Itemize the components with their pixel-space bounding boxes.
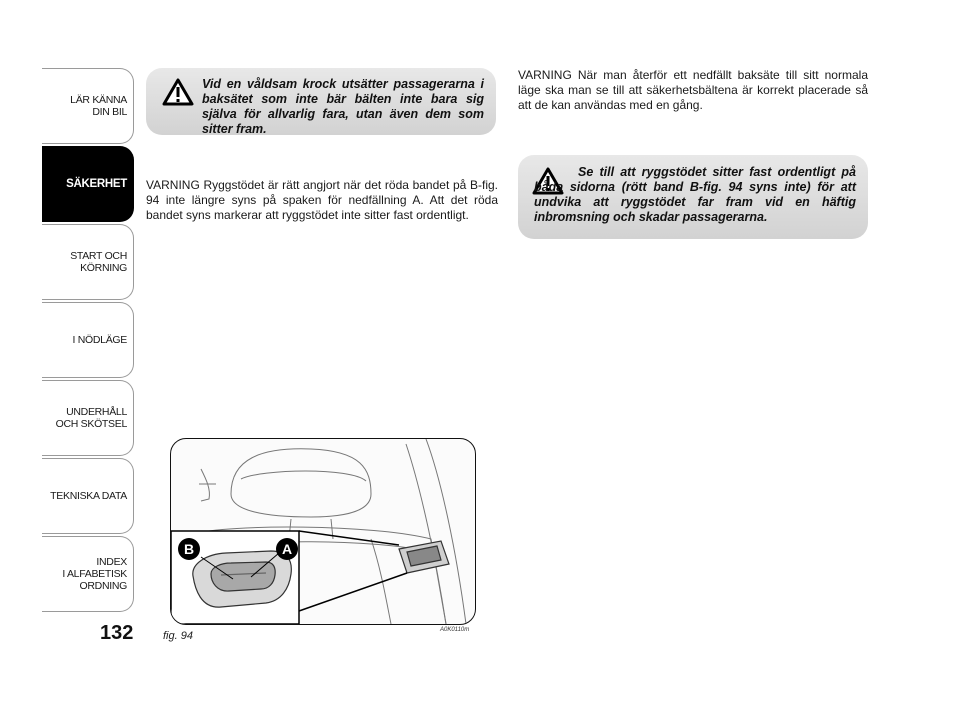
chapter-tabs [42, 68, 134, 614]
figure-code: A0K0110m [440, 627, 470, 633]
tab-label: TEKNISKA DATA [50, 490, 127, 502]
tab-label: UNDERHÅLL OCH SKÖTSEL [55, 406, 127, 430]
tab-label: I NÖDLÄGE [72, 334, 127, 346]
varning-baksate-text: VARNING När man återför ett nedfällt baksäte till sitt normala läge ska man se till att säkerhetsbältena är korrekt placerade så att de kan användas med en gång. [518, 68, 868, 112]
warning-box-backrest [518, 155, 868, 239]
tab-i-nodlage[interactable] [42, 302, 134, 378]
tab-label: INDEX I ALFABETISK ORDNING [62, 556, 127, 592]
rear-seat-drawing [171, 439, 475, 624]
tab-start-och-korning[interactable] [42, 224, 134, 300]
tab-tekniska-data[interactable] [42, 458, 134, 534]
warning-text: Se till att ryggstödet sitter fast ordentligt på båda sidorna (rött band B-fig. 94 syns inte) för att undvika att ryggstödet far fram vid en häftig inbromsning och skadar passagerarna. [534, 165, 856, 224]
tab-sakerhet[interactable] [42, 146, 134, 222]
page-number: 132 [100, 622, 134, 644]
figure-94-illustration [170, 438, 476, 625]
varning-ryggstod-text: VARNING Ryggstödet är rätt angjort när det röda bandet på B-fig. 94 inte längre syns på spaken för nedfällning A. Att det röda bandet syns markerar att ryggstödet inte sitter fast ordentligt. [146, 178, 498, 222]
tab-label: START OCH KÖRNING [70, 250, 127, 274]
warning-triangle-icon [162, 78, 194, 106]
figure-caption: fig. 94 [163, 630, 193, 642]
warning-text: Vid en våldsam krock utsätter passagerarna i baksätet som inte bär bälten inte bara sig själva för allvarlig fara, utan även dem som sitter fram. [202, 77, 484, 136]
tab-label: LÄR KÄNNA DIN BIL [70, 94, 127, 118]
tab-underhall-och-skotsel[interactable] [42, 380, 134, 456]
label-a: A [281, 541, 293, 557]
tab-index[interactable] [42, 536, 134, 612]
label-b: B [183, 541, 195, 557]
warning-box-rear-passengers [146, 68, 496, 135]
tab-lar-kanna-din-bil[interactable] [42, 68, 134, 144]
tab-label: SÄKERHET [66, 178, 127, 190]
